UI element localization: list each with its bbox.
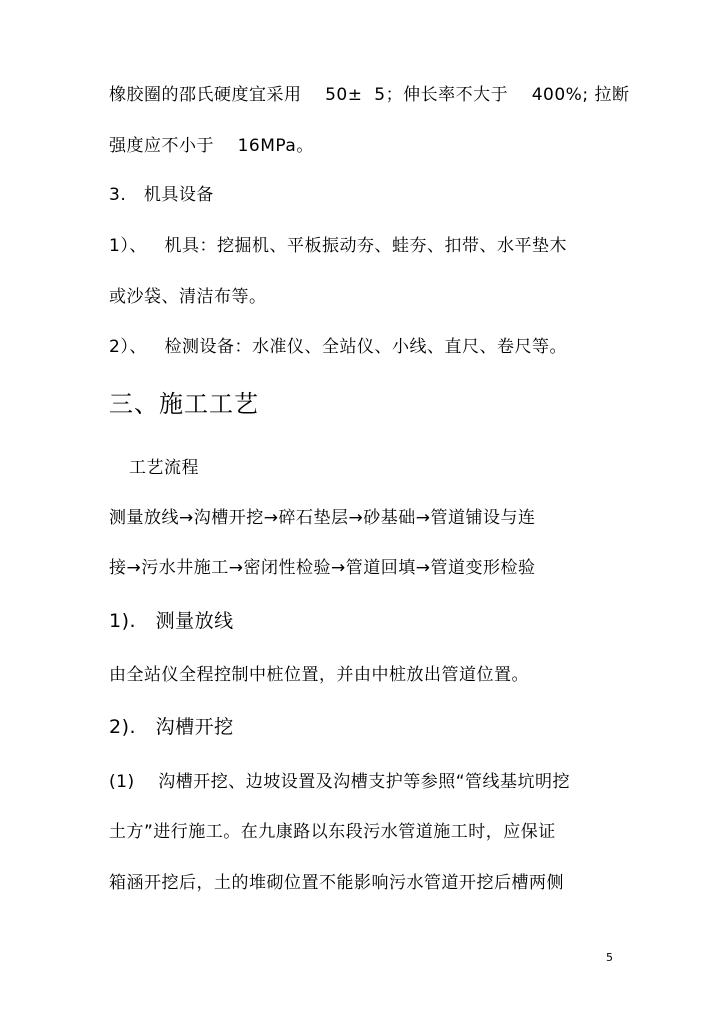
step2-line-2: 土方”进行施工。在九康路以东段污水管道施工时，应保证 — [109, 822, 556, 842]
paragraph-line-strength: 强度应不小于 16MPa。 — [109, 136, 314, 156]
step2-line-1: (1) 沟槽开挖、边坡设置及沟槽支护等参照“管线基坑明挖 — [109, 772, 571, 792]
paragraph-line-rubber-hardness: 橡胶圈的邵氏硬度宜采用 50± 5；伸长率不大于 400%; 拉断 — [109, 85, 630, 105]
step2-line-3: 箱涵开挖后，土的堆砌位置不能影响污水管道开挖后槽两侧 — [109, 873, 564, 893]
process-flow-line-1: 测量放线→沟槽开挖→碎石垫层→砂基础→管道铺设与连 — [109, 508, 536, 528]
list-item-testing-equipment: 2）、 检测设备：水准仪、全站仪、小线、直尺、卷尺等。 — [109, 337, 568, 357]
process-flow-line-2: 接→污水井施工→密闭性检验→管道回填→管道变形检验 — [109, 558, 536, 578]
page-number: 5 — [606, 951, 613, 964]
list-item-machinery-continued: 或沙袋、清洁布等。 — [109, 287, 267, 307]
process-label: 工艺流程 — [129, 458, 199, 478]
step2-heading: 2). 沟槽开挖 — [109, 716, 234, 738]
subsection-title-equipment: 3. 机具设备 — [109, 185, 214, 205]
section-heading: 三、施工工艺 — [109, 390, 259, 418]
step1-text: 由全站仪全程控制中桩位置，并由中桩放出管道位置。 — [109, 665, 529, 685]
list-item-machinery: 1）、 机具：挖掘机、平板振动夯、蛙夯、扣带、水平垫木 — [109, 236, 568, 256]
step1-heading: 1). 测量放线 — [109, 610, 234, 632]
